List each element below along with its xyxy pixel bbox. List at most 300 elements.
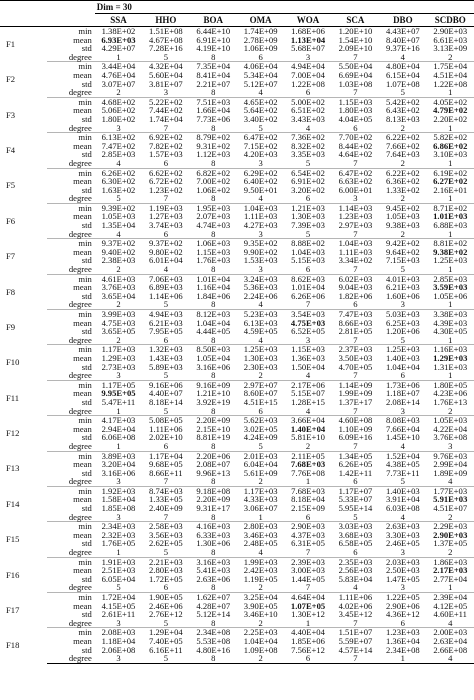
table-cell: 5.41E+03 bbox=[196, 565, 231, 576]
metric-label: min bbox=[47, 380, 94, 389]
table-cell: 3.91E+04 bbox=[385, 494, 420, 505]
table-cell: 1 bbox=[448, 334, 453, 345]
table-cell: 6.69E+04 bbox=[338, 69, 373, 80]
table-cell: 6.15E+04 bbox=[385, 69, 420, 80]
table-cell: 4 bbox=[305, 405, 311, 416]
table-cell: 1.15E+03 bbox=[284, 345, 331, 354]
table-cell: 3.43E+03 bbox=[291, 113, 325, 124]
table-cell: 2 bbox=[448, 547, 453, 558]
table-row bbox=[0, 477, 474, 486]
table-cell: 1.36E+03 bbox=[291, 352, 325, 363]
table-cell: 1.11E+06 bbox=[149, 423, 183, 434]
table-cell: 1.58E+04 bbox=[101, 494, 136, 505]
table-cell: 2.63E+06 bbox=[196, 573, 231, 584]
table-cell: 1.15E+03 bbox=[332, 97, 379, 106]
table-cell: 6.13E+02 bbox=[95, 133, 142, 142]
table-cell: 6.72E+02 bbox=[149, 176, 183, 187]
metric-label: min bbox=[47, 593, 94, 602]
table-cell: 4 bbox=[163, 264, 169, 275]
table-cell: 1.04E+03 bbox=[237, 203, 284, 212]
table-cell: 3 bbox=[258, 264, 263, 275]
table-cell: 4 bbox=[305, 122, 311, 133]
table-cell: 8.40E+07 bbox=[385, 34, 420, 45]
table-cell: 9.31E+17 bbox=[196, 503, 231, 514]
table-cell: 4.57E+14 bbox=[338, 644, 373, 655]
table-cell: 1.53E+03 bbox=[243, 255, 278, 266]
table-cell: 5 bbox=[400, 476, 405, 487]
table-cell: 1.30E+03 bbox=[243, 352, 278, 363]
table-cell: 1.80E+02 bbox=[101, 113, 136, 124]
table-cell: 8 bbox=[211, 476, 216, 487]
table-cell: 2.38E+03 bbox=[101, 255, 136, 266]
table-cell: 1.47E+05 bbox=[385, 573, 420, 584]
table-cell: 4.12E+05 bbox=[433, 600, 468, 611]
table-cell: 2.90E+03 bbox=[284, 522, 331, 531]
function-label: F10 bbox=[6, 357, 20, 368]
table-cell: 6.43E+02 bbox=[385, 105, 420, 116]
table-cell: 3 bbox=[258, 157, 263, 168]
table-cell: 9.16E+06 bbox=[142, 380, 189, 389]
table-cell: 1.85E+06 bbox=[291, 635, 325, 646]
table-cell: 1.72E+05 bbox=[149, 573, 183, 584]
table-cell: 3 bbox=[400, 547, 405, 558]
table-cell: 1.91E+03 bbox=[95, 557, 142, 566]
metric-label: std bbox=[81, 432, 92, 443]
table-cell: 7.00E+02 bbox=[196, 176, 231, 187]
table-cell: 1 bbox=[305, 476, 311, 487]
table-cell: 4.06E+04 bbox=[237, 62, 284, 71]
table-cell: 1.06E+09 bbox=[243, 43, 278, 54]
table-cell: 1.85E+08 bbox=[101, 503, 136, 514]
table-cell: 2.34E+08 bbox=[385, 644, 420, 655]
table-cell: 6.47E+02 bbox=[237, 133, 284, 142]
table-cell: 6.02E+03 bbox=[332, 274, 379, 283]
table-cell: 5.47E+11 bbox=[101, 396, 136, 407]
table-cell: 4.04E+05 bbox=[338, 113, 373, 124]
table-cell: 6.47E+02 bbox=[332, 168, 379, 177]
table-cell: 1.17E+07 bbox=[332, 486, 379, 495]
table-cell: 9.16E+09 bbox=[190, 380, 237, 389]
function-label: F17 bbox=[6, 604, 20, 615]
table-row bbox=[0, 548, 474, 557]
table-cell: 6 bbox=[163, 440, 169, 451]
table-cell: 5.60E+04 bbox=[149, 69, 183, 80]
metric-label: mean bbox=[73, 352, 92, 363]
table-cell: 1.11E+03 bbox=[338, 246, 373, 257]
table-cell: 6.82E+02 bbox=[190, 168, 237, 177]
table-cell: 1.05E+06 bbox=[433, 290, 468, 301]
table-row bbox=[0, 654, 474, 663]
table-cell: 1.13E+04 bbox=[290, 34, 326, 45]
function-label: F1 bbox=[6, 39, 16, 50]
table-cell: 7 bbox=[353, 405, 358, 416]
table-cell: 3.25E+04 bbox=[237, 593, 284, 602]
table-cell: 5 bbox=[163, 547, 169, 558]
table-cell: 7.68E+03 bbox=[290, 459, 326, 470]
table-cell: 1 bbox=[448, 370, 453, 381]
metric-column-header bbox=[47, 14, 94, 27]
table-cell: 1.57E+03 bbox=[149, 149, 183, 160]
table-cell: 4.20E+03 bbox=[243, 149, 278, 160]
table-cell: 3.16E+06 bbox=[101, 467, 136, 478]
table-cell: 1.34E+05 bbox=[332, 451, 379, 460]
table-cell: 1 bbox=[448, 228, 453, 239]
table-cell: 6.51E+02 bbox=[291, 105, 325, 116]
metric-label: min bbox=[47, 310, 94, 319]
table-cell: 6.00E+01 bbox=[338, 184, 373, 195]
metric-label: std bbox=[81, 467, 92, 478]
table-cell: 1 bbox=[116, 440, 121, 451]
table-cell: 4 bbox=[427, 654, 474, 663]
table-cell: 2.63E+03 bbox=[379, 522, 426, 531]
table-cell: 7.39E+03 bbox=[291, 220, 325, 231]
table-cell: 8.44E+02 bbox=[338, 140, 373, 151]
table-cell: 1.50E+04 bbox=[291, 361, 325, 372]
table-cell: 6 bbox=[400, 370, 405, 381]
table-cell: 1.04E+03 bbox=[332, 239, 379, 248]
table-cell: 2.32E+03 bbox=[101, 529, 136, 540]
table-cell: 3.03E+03 bbox=[332, 522, 379, 531]
table-cell: 2 bbox=[116, 264, 121, 275]
table-cell: 2.08E+03 bbox=[95, 628, 142, 637]
table-cell: 1.76E+13 bbox=[433, 396, 468, 407]
algorithm-header-dbo: DBO bbox=[379, 14, 426, 27]
metric-label: degree bbox=[68, 264, 92, 275]
metric-label: mean bbox=[73, 211, 92, 222]
metric-label: mean bbox=[73, 176, 92, 187]
table-cell: 8.66E+03 bbox=[338, 317, 373, 328]
table-cell: 8 bbox=[211, 228, 216, 239]
table-cell: 4.75E+03 bbox=[290, 317, 326, 328]
table-cell: 1.63E+02 bbox=[101, 184, 136, 195]
metric-label: std bbox=[81, 149, 92, 160]
function-label: F15 bbox=[6, 534, 20, 545]
table-cell: 4.33E+03 bbox=[243, 494, 278, 505]
table-cell: 2 bbox=[237, 654, 284, 663]
table-cell: 5.15E+07 bbox=[291, 388, 325, 399]
metric-label: min bbox=[47, 486, 94, 495]
table-cell: 2.85E+03 bbox=[427, 274, 474, 283]
table-cell: 3 bbox=[163, 87, 169, 98]
table-cell: 6.21E+03 bbox=[149, 317, 183, 328]
table-cell: 4 bbox=[448, 476, 453, 487]
table-cell: 9.39E+02 bbox=[95, 203, 142, 212]
table-cell: 5.83E+04 bbox=[338, 573, 373, 584]
algorithm-header-woa: WOA bbox=[284, 14, 331, 27]
table-cell: 2.06E+08 bbox=[101, 644, 136, 655]
table-cell: 4.59E+05 bbox=[243, 326, 278, 337]
table-cell: 1.17E+04 bbox=[142, 451, 189, 460]
table-cell: 4 bbox=[258, 193, 263, 204]
table-cell: 1.33E+02 bbox=[385, 184, 420, 195]
table-cell: 1.23E+02 bbox=[149, 184, 183, 195]
function-label: F9 bbox=[6, 321, 16, 332]
table-cell: 1.92E+03 bbox=[95, 486, 142, 495]
table-cell: 2.09E+10 bbox=[338, 43, 373, 54]
table-cell: 7.64E+03 bbox=[385, 149, 420, 160]
table-cell: 9.04E+03 bbox=[338, 282, 373, 293]
table-cell: 4.60E+11 bbox=[433, 609, 467, 620]
metric-label: mean bbox=[73, 600, 92, 611]
table-cell: 1.25E+03 bbox=[237, 345, 284, 354]
metric-label: mean bbox=[73, 635, 92, 646]
table-cell: 9.40E+02 bbox=[101, 246, 136, 257]
table-cell: 4.17E+03 bbox=[95, 416, 142, 425]
table-cell: 6.40E+02 bbox=[243, 176, 278, 187]
table-cell: 1.20E+06 bbox=[385, 326, 420, 337]
table-cell: 1.72E+04 bbox=[95, 593, 142, 602]
table-cell: 2.20E+02 bbox=[433, 113, 468, 124]
table-cell: 5.82E+02 bbox=[427, 133, 474, 142]
table-cell: 8.71E+02 bbox=[427, 203, 474, 212]
algorithm-header-scdbo: SCDBO bbox=[427, 14, 474, 27]
function-column-header bbox=[0, 14, 47, 27]
table-cell: 4.75E+03 bbox=[101, 317, 136, 328]
metric-label: min bbox=[47, 168, 94, 177]
table-cell: 1.74E+04 bbox=[149, 113, 183, 124]
table-cell: 5.95E+14 bbox=[338, 503, 373, 514]
algorithm-header-boa: BOA bbox=[190, 14, 237, 27]
table-cell: 2.46E+05 bbox=[385, 538, 420, 549]
function-label: F14 bbox=[6, 498, 20, 509]
table-cell: 8 bbox=[211, 405, 216, 416]
table-cell: 4.64E+04 bbox=[284, 593, 331, 602]
table-cell: 7.95E+05 bbox=[149, 326, 183, 337]
table-cell: 1.35E+04 bbox=[101, 220, 136, 231]
table-cell: 3.54E+03 bbox=[284, 310, 331, 319]
table-cell: 3 bbox=[400, 405, 405, 416]
algorithm-header-oma: OMA bbox=[237, 14, 284, 27]
table-cell: 4 bbox=[448, 617, 453, 628]
table-cell: 1.25E+03 bbox=[379, 345, 426, 354]
table-cell: 4.32E+04 bbox=[142, 62, 189, 71]
table-cell: 2 bbox=[258, 476, 263, 487]
table-cell: 5.61E+09 bbox=[243, 467, 278, 478]
table-cell: 3.50E+03 bbox=[338, 352, 373, 363]
table-cell: 6 bbox=[353, 122, 358, 133]
table-cell: 2.21E+03 bbox=[142, 557, 189, 566]
table-cell: 4 bbox=[116, 228, 121, 239]
table-cell: 1.22E+08 bbox=[433, 78, 468, 89]
table-cell: 2.29E+03 bbox=[427, 522, 474, 531]
table-cell: 1.05E+03 bbox=[385, 211, 420, 222]
table-cell: 1.77E+03 bbox=[427, 486, 474, 495]
table-cell: 2 bbox=[400, 122, 405, 133]
metric-label: min bbox=[47, 97, 94, 106]
table-cell: 6.89E+03 bbox=[149, 282, 183, 293]
table-cell: 5 bbox=[305, 157, 311, 168]
table-cell: 1.27E+03 bbox=[149, 211, 183, 222]
table-cell: 1.29E+03 bbox=[433, 352, 468, 363]
metric-label: std bbox=[81, 644, 92, 655]
table-cell: 7.73E+06 bbox=[196, 113, 231, 124]
metric-label: std bbox=[81, 184, 92, 195]
table-cell: 7 bbox=[353, 264, 358, 275]
table-cell: 9.50E+01 bbox=[243, 184, 278, 195]
table-cell: 1.74E+09 bbox=[243, 26, 278, 36]
table-cell: 6.91E+02 bbox=[291, 176, 325, 187]
table-cell: 1.17E+05 bbox=[95, 380, 142, 389]
metric-label: std bbox=[81, 503, 92, 514]
table-cell: 1.11E+03 bbox=[243, 211, 278, 222]
table-cell: 8.60E+07 bbox=[243, 388, 278, 399]
table-cell: 3.76E+08 bbox=[433, 432, 468, 443]
table-cell: 1.10E+09 bbox=[338, 423, 373, 434]
table-cell: 4.22E+04 bbox=[433, 423, 468, 434]
table-cell: 1.33E+05 bbox=[149, 494, 183, 505]
table-cell: 3.20E+02 bbox=[291, 184, 325, 195]
table-cell: 3.44E+04 bbox=[95, 62, 142, 71]
table-cell: 5.64E+02 bbox=[243, 105, 278, 116]
table-row bbox=[0, 159, 474, 168]
metric-label: mean bbox=[73, 69, 92, 80]
table-cell: 1.25E+03 bbox=[433, 255, 468, 266]
table-cell: 9.37E+16 bbox=[385, 43, 420, 54]
table-cell: 1.80E+05 bbox=[427, 380, 474, 389]
table-cell: 1.22E+08 bbox=[291, 78, 325, 89]
table-cell: 6.61E+03 bbox=[433, 34, 468, 45]
table-cell: 3.46E+10 bbox=[243, 609, 278, 620]
table-cell: 2.51E+03 bbox=[101, 565, 136, 576]
function-label: F12 bbox=[6, 428, 20, 439]
table-cell: 3.99E+03 bbox=[95, 310, 142, 319]
metric-label: degree bbox=[68, 405, 92, 416]
table-cell: 1 bbox=[448, 582, 453, 593]
table-cell: 1.37E+05 bbox=[433, 538, 468, 549]
table-cell: 5.23E+03 bbox=[237, 310, 284, 319]
table-cell: 4.80E+16 bbox=[196, 644, 231, 655]
metric-label: mean bbox=[73, 565, 92, 576]
table-cell: 2 bbox=[448, 511, 453, 522]
table-cell: 4.61E+03 bbox=[95, 274, 142, 283]
table-cell: 2 bbox=[258, 582, 263, 593]
table-cell: 1.95E+03 bbox=[190, 203, 237, 212]
metric-label: std bbox=[81, 573, 92, 584]
table-cell: 1.04E+03 bbox=[291, 246, 325, 257]
table-cell: 2.02E+10 bbox=[149, 432, 183, 443]
table-cell: 4.94E+04 bbox=[284, 62, 331, 71]
metric-label: std bbox=[81, 43, 92, 54]
table-cell: 8 bbox=[211, 51, 216, 62]
function-label: F4 bbox=[6, 145, 16, 156]
table-cell: 1.40E+04 bbox=[290, 423, 326, 434]
table-cell: 2 bbox=[116, 87, 121, 98]
table-cell: 7 bbox=[332, 654, 379, 663]
dimension-label: Dim = 30 bbox=[95, 1, 474, 14]
metric-label: std bbox=[81, 220, 92, 231]
table-cell: 5 bbox=[258, 440, 263, 451]
table-row bbox=[0, 88, 474, 97]
table-cell: 1.06E+03 bbox=[190, 239, 237, 248]
metric-label: mean bbox=[73, 246, 92, 257]
table-cell: 1.99E+09 bbox=[338, 388, 373, 399]
table-cell: 7 bbox=[305, 299, 311, 310]
function-label: F16 bbox=[6, 569, 20, 580]
table-cell: 2.80E+03 bbox=[149, 565, 183, 576]
table-cell: 1.40E+03 bbox=[385, 352, 420, 363]
table-cell: 2.48E+05 bbox=[243, 538, 278, 549]
table-cell: 2.35E+03 bbox=[332, 557, 379, 566]
function-label: F7 bbox=[6, 251, 16, 262]
table-cell: 4.51E+04 bbox=[433, 69, 468, 80]
table-cell: 8 bbox=[211, 122, 216, 133]
table-cell: 6 bbox=[353, 476, 358, 487]
table-cell: 8 bbox=[211, 264, 216, 275]
table-cell: 6 bbox=[258, 405, 263, 416]
table-cell: 2.15E+10 bbox=[196, 423, 231, 434]
table-cell: 2.40E+09 bbox=[149, 503, 183, 514]
table-cell: 4.19E+10 bbox=[196, 43, 231, 54]
table-cell: 1.15E+03 bbox=[196, 246, 231, 257]
table-cell: 2.30E+03 bbox=[243, 361, 278, 372]
table-cell: 2.00E+03 bbox=[427, 628, 474, 637]
metric-label: std bbox=[81, 538, 92, 549]
table-cell: 4.65E+02 bbox=[237, 97, 284, 106]
table-cell: 8.81E+02 bbox=[427, 239, 474, 248]
table-cell: 6 bbox=[305, 193, 311, 204]
table-cell: 3.89E+03 bbox=[95, 451, 142, 460]
table-cell: 3 bbox=[400, 299, 405, 310]
table-cell: 3.10E+03 bbox=[433, 149, 468, 160]
metric-label: degree bbox=[68, 193, 92, 204]
table-cell: 2.90E+03 bbox=[433, 529, 468, 540]
table-cell: 8 bbox=[211, 193, 216, 204]
table-cell: 9.35E+02 bbox=[237, 239, 284, 248]
table-cell: 1.05E+03 bbox=[427, 416, 474, 425]
table-cell: 1.68E+06 bbox=[291, 26, 325, 36]
table-cell: 6.31E+05 bbox=[291, 538, 325, 549]
table-cell: 1.22E+05 bbox=[379, 593, 426, 602]
table-cell: 1.17E+03 bbox=[237, 486, 284, 495]
table-cell: 8.79E+02 bbox=[190, 133, 237, 142]
table-row bbox=[0, 265, 474, 274]
table-cell: 4.05E+02 bbox=[427, 97, 474, 106]
table-cell: 7.40E+05 bbox=[149, 635, 183, 646]
table-cell: 5 bbox=[163, 370, 169, 381]
metric-label: mean bbox=[73, 34, 92, 45]
table-cell: 5.08E+05 bbox=[142, 416, 189, 425]
table-cell: 8.66E+11 bbox=[149, 467, 183, 478]
table-cell: 1 bbox=[448, 122, 453, 133]
table-cell: 1.14E+09 bbox=[332, 380, 379, 389]
table-cell: 5.12E+14 bbox=[196, 609, 231, 620]
table-cell: 1.09E+08 bbox=[243, 644, 278, 655]
table-cell: 6.33E+03 bbox=[196, 529, 231, 540]
table-cell: 7.68E+03 bbox=[284, 486, 331, 495]
table-cell: 4 bbox=[353, 582, 358, 593]
table-cell: 9.68E+05 bbox=[149, 459, 183, 470]
function-label: F11 bbox=[6, 392, 20, 403]
table-cell: 7.51E+03 bbox=[190, 97, 237, 106]
table-cell: 2.11E+05 bbox=[284, 451, 331, 460]
table-cell: 1.42E+11 bbox=[338, 467, 373, 478]
table-cell: 9.95E+05 bbox=[101, 388, 136, 399]
metric-label: min bbox=[47, 62, 94, 71]
table-cell: 8 bbox=[211, 547, 216, 558]
table-cell: 6.09E+16 bbox=[338, 432, 373, 443]
table-cell: 4.15E+05 bbox=[101, 600, 136, 611]
table-cell: 7.76E+08 bbox=[291, 467, 325, 478]
metric-label: degree bbox=[68, 228, 92, 239]
table-cell: 6.22E+02 bbox=[379, 133, 426, 142]
table-cell: 6 bbox=[163, 334, 169, 345]
table-cell: 2.73E+03 bbox=[101, 361, 136, 372]
table-cell: 4.51E+07 bbox=[433, 503, 468, 514]
table-cell: 1.30E+06 bbox=[196, 538, 231, 549]
table-cell: 6.26E+02 bbox=[95, 168, 142, 177]
table-cell: 5 bbox=[163, 617, 169, 628]
table-cell: 7 bbox=[353, 334, 358, 345]
